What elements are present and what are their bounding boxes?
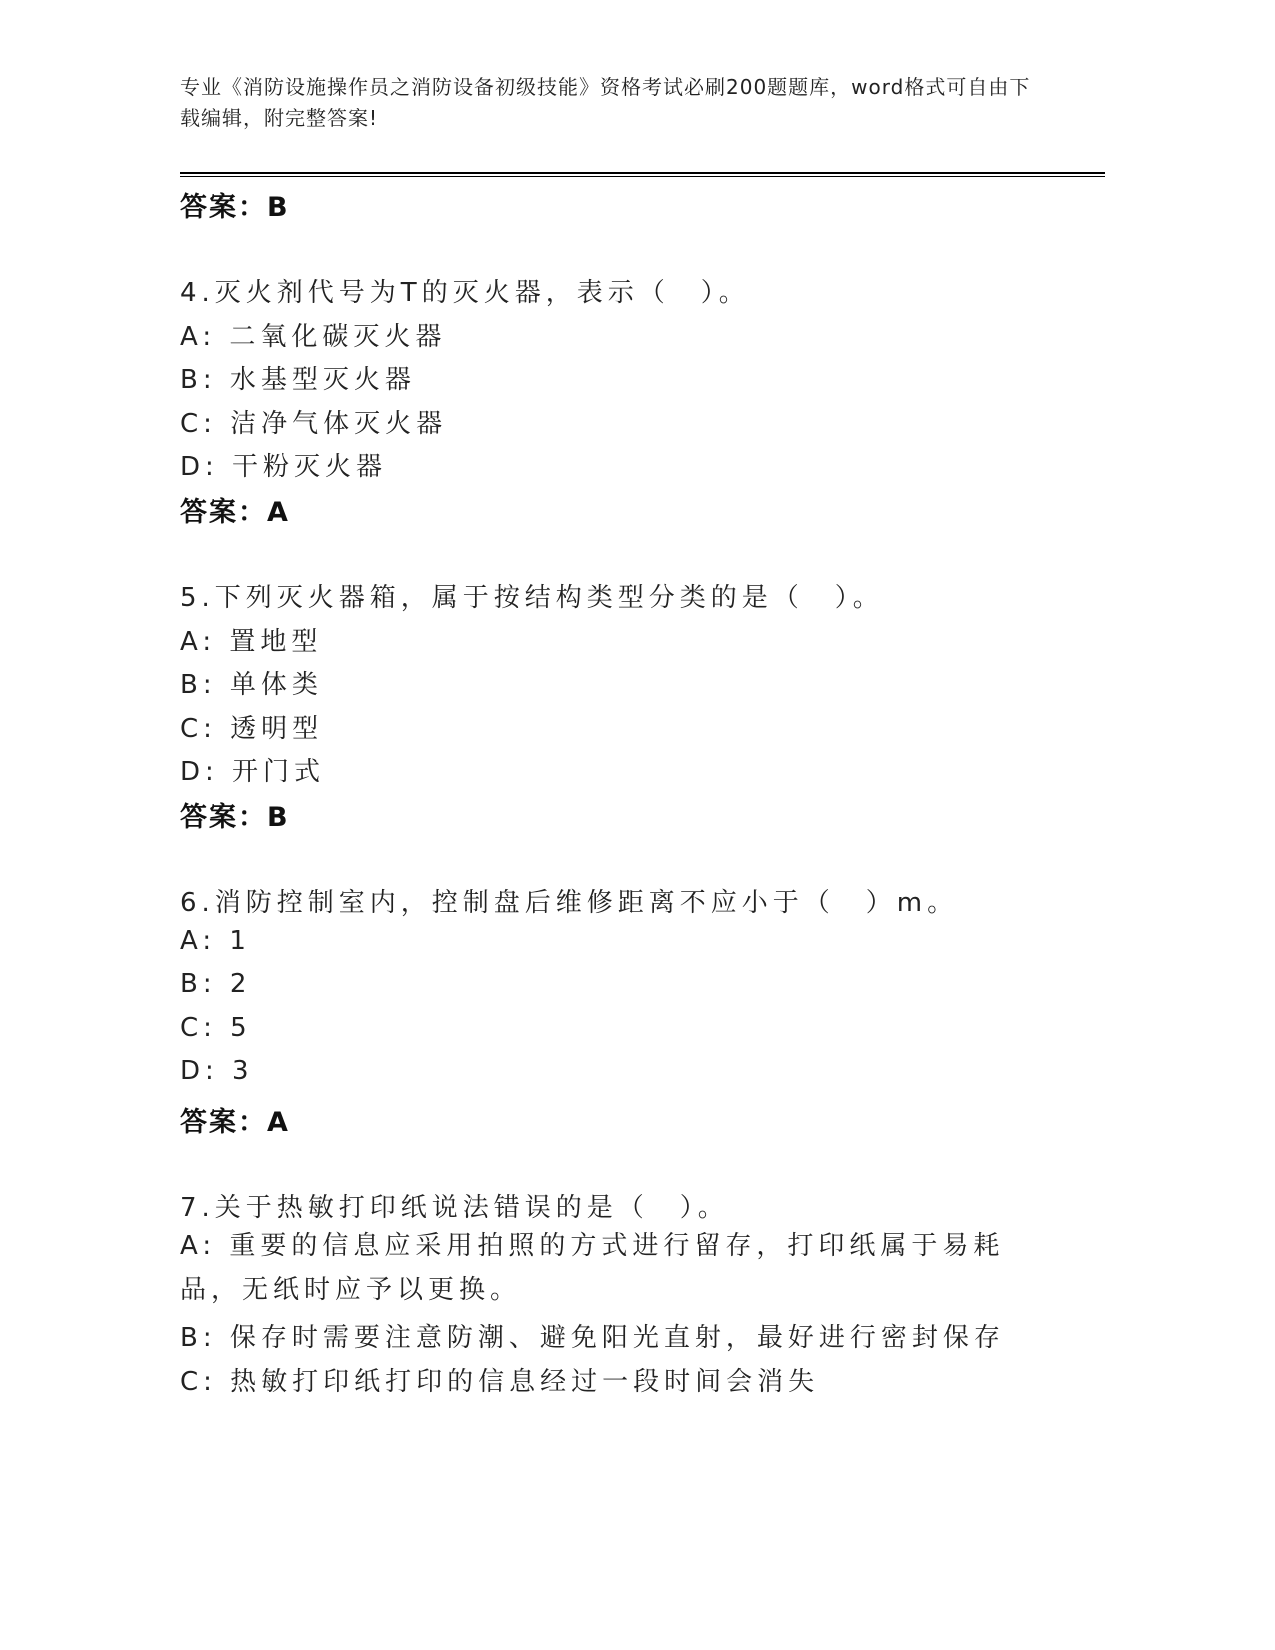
question-6-option-c: C: 5 bbox=[180, 1013, 252, 1043]
question-5-option-b: B: 单体类 bbox=[180, 670, 323, 700]
previous-answer: 答案：B bbox=[180, 192, 290, 223]
question-5-option-d: D: 开门式 bbox=[180, 757, 326, 787]
document-header: 专业《消防设施操作员之消防设备初级技能》资格考试必刷200题题库，word格式可自由下载编辑，附完整答案! bbox=[180, 75, 1031, 130]
question-6-option-a: A: 1 bbox=[180, 926, 251, 956]
question-4-answer: 答案：A bbox=[180, 497, 290, 528]
question-6-option-d: D: 3 bbox=[180, 1056, 254, 1086]
question-4-option-d: D: 干粉灭火器 bbox=[180, 452, 388, 482]
question-6-option-b: B: 2 bbox=[180, 969, 252, 999]
question-5-answer: 答案：B bbox=[180, 802, 290, 833]
question-5-option-c: C: 透明型 bbox=[180, 714, 324, 744]
question-6-answer: 答案：A bbox=[180, 1107, 290, 1138]
question-7-option-b: B: 保存时需要注意防潮、避免阳光直射，最好进行密封保存 bbox=[180, 1323, 1005, 1353]
question-5-text: 5.下列灭火器箱，属于按结构类型分类的是（ ）。 bbox=[180, 583, 884, 613]
question-4-option-a: A: 二氧化碳灭火器 bbox=[180, 322, 447, 352]
question-6-text: 6.消防控制室内，控制盘后维修距离不应小于（ ）m。 bbox=[180, 888, 959, 918]
question-4-option-b: B: 水基型灭火器 bbox=[180, 365, 416, 395]
question-4-option-c: C: 洁净气体灭火器 bbox=[180, 409, 448, 439]
question-4-text: 4.灭火剂代号为T的灭火器，表示（ ）。 bbox=[180, 278, 750, 308]
header-rule-thick bbox=[180, 172, 1105, 174]
question-7-option-a: A: 重要的信息应采用拍照的方式进行留存，打印纸属于易耗品，无纸时应予以更换。 bbox=[180, 1231, 1005, 1305]
question-7-option-c: C: 热敏打印纸打印的信息经过一段时间会消失 bbox=[180, 1367, 820, 1397]
question-7-text: 7.关于热敏打印纸说法错误的是（ ）。 bbox=[180, 1193, 729, 1223]
header-rule-thin bbox=[180, 176, 1105, 177]
question-5-option-a: A: 置地型 bbox=[180, 627, 323, 657]
